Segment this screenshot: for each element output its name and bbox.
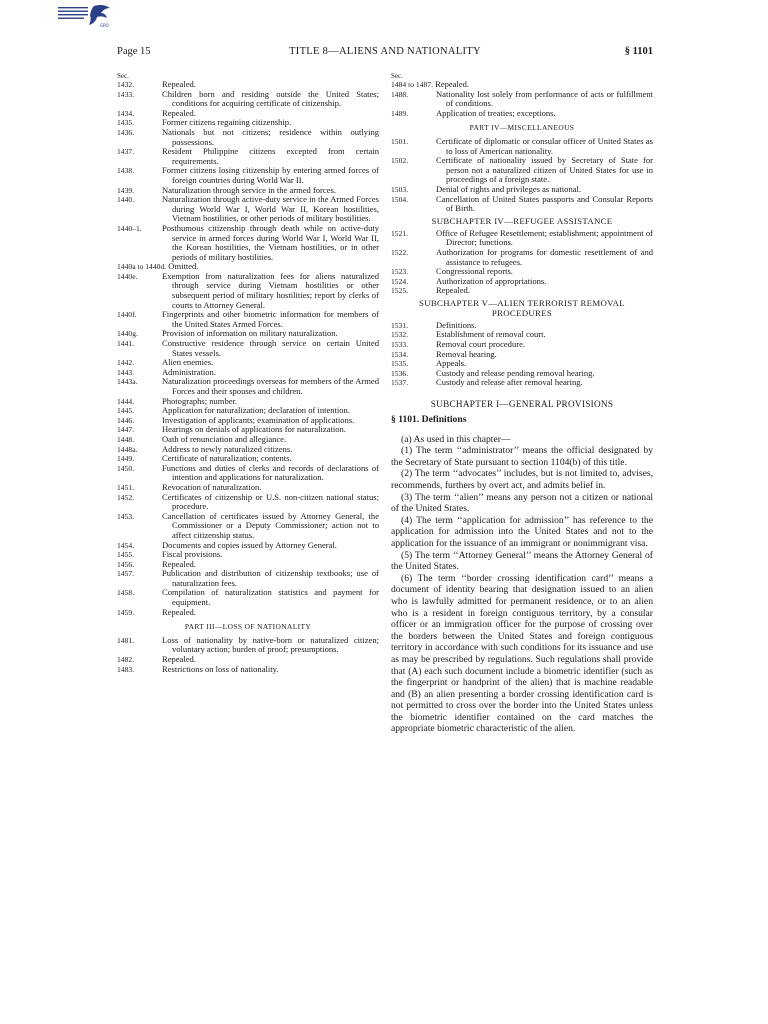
section-caption: Repealed.: [162, 606, 196, 617]
toc-entry: [117, 665, 379, 675]
toc-list: [391, 137, 653, 214]
section-number: 1521.: [391, 228, 409, 238]
section-number: 1447.: [117, 425, 135, 435]
section-number: 1444.: [117, 396, 135, 406]
toc-entry: [391, 90, 653, 109]
section-number: 1438.: [117, 166, 135, 176]
toc-list: [117, 80, 379, 262]
section-number: 1504.: [391, 194, 409, 204]
section-number: 1434.: [117, 108, 135, 118]
toc-entry: [117, 310, 379, 329]
section-number: 1439.: [117, 185, 135, 195]
section-caption: Congressional reports.: [436, 266, 513, 277]
section-number: 1452.: [117, 492, 135, 502]
section-caption: Naturalization through service in the armed forces.: [162, 184, 336, 195]
section-caption: Certificate of naturalization; contents.: [162, 453, 292, 464]
section-number: 1481.: [117, 635, 135, 645]
section-number: 1451.: [117, 482, 135, 492]
section-number: 1457.: [117, 569, 135, 579]
section-caption: Documents and copies issued by Attorney General.: [162, 539, 337, 550]
part-heading: PART III—LOSS OF NATIONALITY: [184, 622, 312, 632]
section-caption: Hearings on denials of applications for naturalization.: [162, 424, 346, 435]
subchapter-heading: SUBCHAPTER I—GENERAL PROVISIONS: [430, 399, 614, 410]
toc-entry: [117, 541, 379, 551]
toc-entry: [117, 550, 379, 560]
section-caption: Cancellation of United States passports and Consular Reports of Birth.: [436, 193, 653, 214]
subchapter-heading: SUBCHAPTER IV—REFUGEE ASSISTANCE: [431, 215, 613, 226]
section-number: 1446.: [117, 415, 135, 425]
toc-entry: [117, 147, 379, 166]
toc-entry: [117, 272, 379, 310]
section-number: 1523.: [391, 267, 409, 277]
section-number: 1443.: [117, 367, 135, 377]
eagle-seal-icon: [56, 2, 112, 28]
toc-run-entry: 1440a to 1440d. Omitted.: [117, 261, 199, 272]
toc-entry: [117, 588, 379, 607]
sec-label: Sec.: [391, 72, 403, 80]
section-number: 1454.: [117, 540, 135, 550]
section-caption: Provision of information on military naturalization.: [162, 328, 338, 339]
section-marker: § 1101: [624, 46, 653, 57]
section-number: 1537.: [391, 378, 409, 388]
toc-entry: [117, 636, 379, 655]
section-number: 1432.: [117, 80, 135, 89]
section-number: 1456.: [117, 559, 135, 569]
toc-entry: [117, 569, 379, 588]
section-number: 1531.: [391, 320, 409, 330]
section-caption: Address to newly naturalized citizens.: [162, 443, 293, 454]
section-caption: Nationality lost solely from performance of acts or fulfillment of conditions.: [436, 88, 653, 109]
section-caption: Appeals.: [436, 358, 467, 369]
section-number: 1536.: [391, 368, 409, 378]
section-caption: Functions and duties of clerks and records of declarations of intention and applications for naturalization.: [162, 462, 379, 483]
section-caption: Former citizens regaining citizenship.: [162, 117, 292, 128]
section-number: 1524.: [391, 276, 409, 286]
section-number: 1488.: [391, 89, 409, 99]
section-caption: Former citizens losing citizenship by entering armed forces of foreign countries during World War II.: [162, 165, 379, 185]
section-number: 1448.: [117, 434, 135, 444]
section-caption: Children born and residing outside the United States; conditions for acquiring certificate of citizenship.: [162, 88, 379, 109]
toc-entry: [117, 224, 379, 262]
toc-entry: [391, 109, 653, 119]
toc-entry: [391, 340, 653, 350]
section-number: 1440f.: [117, 310, 137, 320]
toc-entry: [391, 137, 653, 156]
toc-entry: [391, 195, 653, 214]
section-caption: Exemption from naturalization fees for aliens naturalized through service during Vietnam hostilities or other subsequent period of military hostilities; report by clerks of courts to Attorney General.: [162, 270, 379, 310]
section-caption: Office of Refugee Resettlement; establishment; appointment of Director; functions.: [436, 227, 653, 248]
toc-entry: [117, 512, 379, 541]
section-number: 1501.: [391, 136, 409, 146]
toc-entry: [391, 156, 653, 185]
section-caption: Authorization for programs for domestic resettlement of and assistance to refugees.: [436, 246, 653, 267]
toc-run-entry: 1484 to 1487. Repealed.: [391, 79, 470, 89]
section-caption: Certificate of nationality issued by Secretary of State for person not a naturalized citizen of United States for use in proceedings of a foreign state.: [436, 155, 653, 185]
toc-entry: [391, 277, 653, 287]
section-caption: Loss of nationality by native-born or naturalized citizen; voluntary action; burden of proof; presumptions.: [162, 634, 379, 655]
toc-entry: [117, 166, 379, 185]
section-caption: Authorization of appropriations.: [436, 275, 547, 286]
section-caption: Custody and release pending removal hearing.: [436, 367, 595, 378]
section-number: 1443a.: [117, 377, 138, 387]
toc-entry: [117, 608, 379, 618]
section-caption: Custody and release after removal hearing.: [436, 377, 583, 388]
section-caption: Application for naturalization; declaration of intention.: [162, 405, 350, 416]
section-caption: Naturalization through active-duty service in the Armed Forces during World War I, World War II, Korean hostilities, Vietnam hostilities, or other periods of military hostilities.: [162, 194, 379, 224]
definition-paragraph: (2) The term ‘‘advocates’’ includes, but is not limited to, advises, recommends, furthers by overt act, and admits belief in.: [391, 468, 653, 491]
section-number: 1535.: [391, 359, 409, 369]
section-caption: Naturalization proceedings overseas for members of the Armed Forces and their spouses and children.: [162, 376, 379, 396]
section-caption: Repealed.: [162, 79, 196, 89]
section-caption: Certificates of citizenship or U.S. non-citizen national status; procedure.: [162, 491, 379, 512]
left-column: [117, 72, 379, 674]
section-number: 1449.: [117, 454, 135, 464]
toc-list: [391, 321, 653, 388]
section-caption: Alien enemies.: [162, 357, 214, 368]
running-header: [117, 46, 653, 60]
section-caption: Photographs; number.: [162, 395, 238, 406]
section-number: 1440e.: [117, 271, 138, 281]
definition-paragraph: (5) The term ‘‘Attorney General’’ means the Attorney General of the United States.: [391, 549, 653, 573]
section-number: 1450.: [117, 463, 135, 473]
section-number: 1503.: [391, 184, 409, 194]
section-caption: Repealed.: [162, 654, 196, 665]
toc-list: [117, 272, 379, 617]
definition-paragraph: (4) The term ‘‘application for admission’’ has reference to the application for admission into the United States and not to the application for the issuance of an immigrant or nonimmigrant visa.: [391, 514, 653, 549]
toc-list: [391, 90, 653, 119]
section-number: 1502.: [391, 156, 409, 166]
section-body: [391, 434, 653, 735]
section-number: 1532.: [391, 330, 409, 340]
section-number: 1437.: [117, 147, 135, 157]
gpo-authentication-seal: [56, 2, 112, 28]
subchapter-heading: SUBCHAPTER V—ALIEN TERRORIST REMOVAL PROCEDURES: [419, 297, 625, 318]
section-caption: Administration.: [162, 366, 216, 377]
section-caption: Restrictions on loss of nationality.: [162, 663, 279, 674]
section-caption: Cancellation of certificates issued by Attorney General, the Commissioner or a Deputy Commissioner; action not to affect citizenship status.: [162, 510, 379, 540]
section-number: 1435.: [117, 118, 135, 128]
part-heading: PART IV—MISCELLANEOUS: [469, 123, 575, 133]
section-caption: Fingerprints and other biometric information for members of the United States Armed Forces.: [162, 309, 379, 329]
toc-list: [391, 229, 653, 296]
section-caption: Publication and distribution of citizenship textbooks; use of naturalization fees.: [162, 568, 379, 588]
section-caption: Application of treaties; exceptions.: [436, 107, 556, 118]
section-caption: Repealed.: [162, 107, 196, 118]
section-number: 1453.: [117, 511, 135, 521]
toc-entry: [391, 350, 653, 360]
section-number: 1459.: [117, 607, 135, 617]
section-number: 1448a.: [117, 444, 138, 454]
section-number: 1458.: [117, 588, 135, 598]
section-number: 1442.: [117, 358, 135, 368]
section-caption: Posthumous citizenship through death while on active-duty service in armed forces during World War I, World War II, the Korean hostilities, the Vietnam hostilities, or in other periods of military hostilities.: [162, 222, 379, 262]
section-caption: Investigation of applicants; examination of applications.: [162, 414, 355, 425]
section-caption: Revocation of naturalization.: [162, 481, 262, 492]
toc-entry: [391, 378, 653, 388]
section-caption: Repealed.: [436, 285, 470, 296]
toc-entry: [117, 339, 379, 358]
section-number: 1445.: [117, 406, 135, 416]
definition-paragraph: (3) The term ‘‘alien’’ means any person not a citizen or national of the United States.: [391, 491, 653, 515]
section-caption: Constructive residence through service on certain United States vessels.: [162, 338, 379, 358]
section-caption: Nationals but not citizens; residence within outlying possessions.: [162, 126, 379, 147]
sec-label: Sec.: [117, 72, 129, 80]
section-number: 1441.: [117, 339, 135, 349]
section-number: 1489.: [391, 108, 409, 118]
section-caption: Establishment of removal court.: [436, 329, 546, 340]
page-number: Page 15: [117, 46, 151, 57]
section-number: 1440–1.: [117, 223, 142, 233]
toc-entry: [117, 493, 379, 512]
section-caption: Certificate of diplomatic or consular officer of United States as to loss of American nationality.: [436, 135, 653, 156]
toc-entry: [391, 248, 653, 267]
section-caption: Removal court procedure.: [436, 339, 525, 350]
right-column: [391, 72, 653, 735]
section-number: 1483.: [117, 664, 135, 674]
toc-entry: [117, 128, 379, 147]
toc-entry: [391, 229, 653, 248]
section-caption: Definitions.: [436, 319, 477, 330]
section-number: 1482.: [117, 655, 135, 665]
section-number: 1533.: [391, 340, 409, 350]
section-caption: Fiscal provisions.: [162, 549, 223, 560]
toc-entry: [117, 195, 379, 224]
section-number: 1455.: [117, 550, 135, 560]
section-number: 1525.: [391, 286, 409, 296]
svg-text:GPO: GPO: [100, 23, 109, 28]
definition-paragraph: (6) The term ‘‘border crossing identification card’’ means a document of identity bearing that designation issued to an alien who is lawfully admitted for permanent residence, or to an alien who is a resident in foreign contiguous territory, by a consular officer or an immigration officer for the purpose of crossing over the borders between the United States and foreign contiguous territory in accordance with such conditions for its issuance and use as may be prescribed by regulations. Such regulations shall provide that (A) each such document include a biometric identifier (such as the fingerprint or handprint of the alien) that is machine readable and (B) an alien presenting a border crossing identification card is not permitted to cross over the border into the United States unless the biometric identifier contained on the card matches the appropriate biometric characteristic of the alien.: [391, 572, 653, 735]
toc-entry: [117, 377, 379, 396]
toc-entry: [117, 90, 379, 109]
section-caption: Resident Philippine citizens excepted from certain requirements.: [162, 146, 379, 166]
section-number: 1436.: [117, 127, 135, 137]
section-caption: Compilation of naturalization statistics and payment for equipment.: [162, 587, 379, 608]
section-number: 1522.: [391, 247, 409, 257]
section-caption: Oath of renunciation and allegiance.: [162, 433, 287, 444]
definition-paragraph: (a) As used in this chapter—: [401, 433, 511, 445]
section-caption: Repealed.: [162, 558, 196, 569]
toc-entry: [117, 464, 379, 483]
toc-entry: [391, 286, 653, 296]
section-number: 1440g.: [117, 329, 138, 339]
section-title: § 1101. Definitions: [391, 414, 467, 426]
section-caption: Denial of rights and privileges as national.: [436, 183, 582, 194]
toc-entry: [117, 358, 379, 368]
section-number: 1440.: [117, 195, 135, 205]
title-heading: TITLE 8—ALIENS AND NATIONALITY: [289, 46, 481, 57]
section-caption: Removal hearing.: [436, 348, 497, 359]
section-number: 1534.: [391, 349, 409, 359]
definition-paragraph: (1) The term ‘‘administrator’’ means the official designated by the Secretary of State pursuant to section 1104(b) of this title.: [391, 445, 653, 468]
toc-list: [117, 636, 379, 674]
section-number: 1433.: [117, 89, 135, 99]
